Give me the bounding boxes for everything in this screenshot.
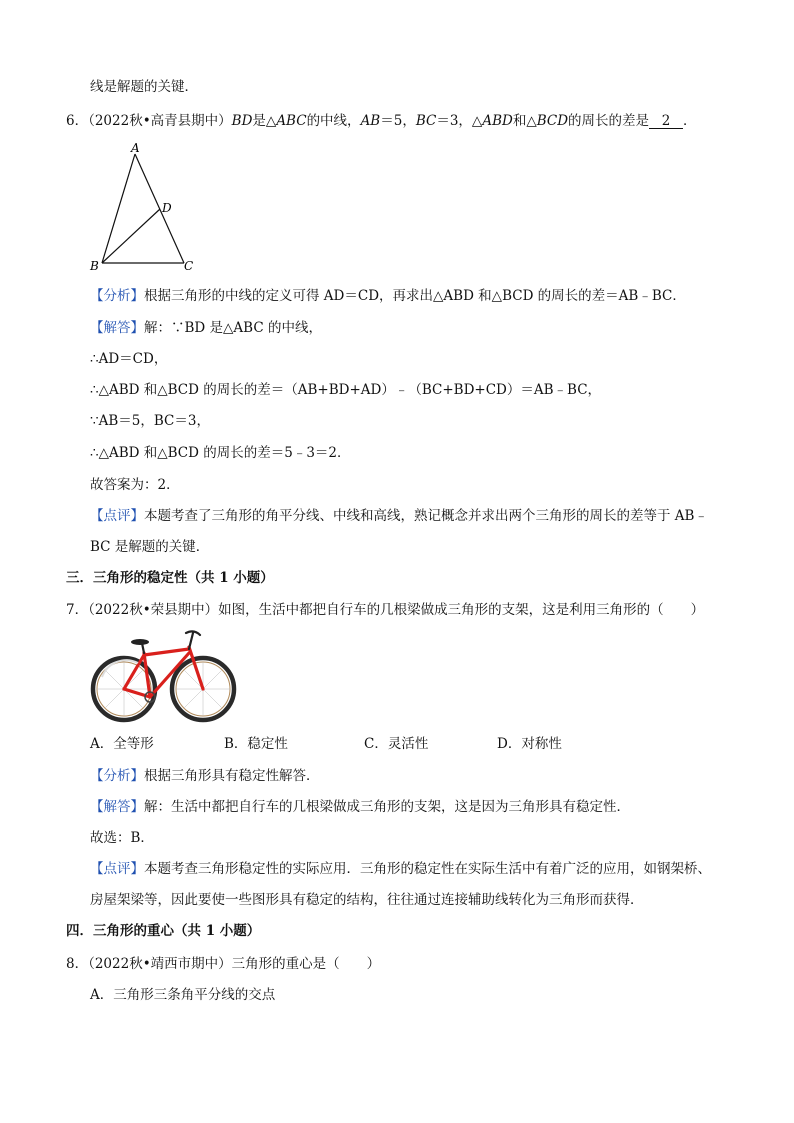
q6-var: BCD xyxy=(536,113,569,129)
analysis-tag: 【分析】 xyxy=(90,768,144,784)
q6-text: ＝3，△ xyxy=(436,113,483,129)
solution-6-line6: 故答案为：2． xyxy=(90,477,180,493)
analysis-text: 根据三角形具有稳定性解答． xyxy=(144,768,320,784)
q6-var: AB xyxy=(360,113,381,129)
analysis-6 xyxy=(90,287,686,305)
q6-source: 6．（2022秋•高青县期中） xyxy=(66,113,232,129)
section-4-heading: 四．三角形的重心（共 1 小题） xyxy=(66,923,261,939)
answer-blank: 2 xyxy=(649,114,683,129)
label-d: D xyxy=(162,201,172,215)
comment-tag: 【点评】 xyxy=(90,861,144,877)
solution-7-line2: 故选：B． xyxy=(90,830,154,846)
solution-tag: 【解答】 xyxy=(90,799,144,815)
analysis-tag: 【分析】 xyxy=(90,288,144,304)
q6-text: 和△ xyxy=(512,113,537,129)
solution-6-line5: ∴△ABD 和△BCD 的周长的差＝5﹣3＝2． xyxy=(90,445,351,461)
prev-continuation: 线是解题的关键． xyxy=(90,79,198,95)
option-b: B．稳定性 xyxy=(224,736,288,752)
side-ac xyxy=(135,154,184,263)
comment-6-line2: BC 是解题的关键． xyxy=(90,539,210,555)
analysis-7 xyxy=(90,767,320,785)
solution-text: 解：生活中都把自行车的几根梁做成三角形的支架，这是因为三角形具有稳定性． xyxy=(144,799,630,815)
label-c: C xyxy=(184,259,194,273)
comment-tag: 【点评】 xyxy=(90,508,144,524)
solution-6-line3: ∴△ABD 和△BCD 的周长的差＝（AB+BD+AD）﹣（BC+BD+CD）＝AB﹣BC， xyxy=(90,382,602,398)
solution-6-line4: ∵AB＝5，BC＝3， xyxy=(90,413,210,429)
section-3-heading: 三．三角形的稳定性（共 1 小题） xyxy=(66,570,274,586)
analysis-text: 根据三角形的中线的定义可得 AD＝CD，再求出△ABD 和△BCD 的周长的差＝AB﹣BC． xyxy=(144,288,686,304)
q6-text: 的中线， xyxy=(306,113,361,129)
comment-text: 本题考查三角形稳定性的实际应用．三角形的稳定性在实际生活中有着广泛的应用，如钢架桥、 xyxy=(144,861,711,877)
question-7: 7．（2022秋•荣县期中）如图，生活中都把自行车的几根梁做成三角形的支架，这是利用三角形的（ ） xyxy=(66,602,705,618)
q6-text: ． xyxy=(683,113,697,129)
question-8-option-a: A．三角形三条角平分线的交点 xyxy=(90,987,276,1003)
solution-6-line2: ∴AD＝CD， xyxy=(90,351,168,367)
q6-var: ABC xyxy=(276,113,307,129)
label-a: A xyxy=(131,141,140,155)
comment-7-line2: 房屋架梁等，因此要使一些图形具有稳定的结构，往往通过连接辅助线转化为三角形而获得． xyxy=(90,892,644,908)
q6-text: 的周长的差是 xyxy=(568,113,650,129)
question-8: 8．（2022秋•靖西市期中）三角形的重心是（ ） xyxy=(66,956,381,972)
solution-tag: 【解答】 xyxy=(90,320,144,336)
solution-text: 解：∵BD 是△ABC 的中线， xyxy=(144,320,322,336)
q6-var: BD xyxy=(231,113,253,129)
q6-text: ＝5， xyxy=(380,113,416,129)
option-a: A．全等形 xyxy=(90,736,154,752)
comment-6 xyxy=(90,507,708,525)
comment-text: 本题考查了三角形的角平分线、中线和高线，熟记概念并求出两个三角形的周长的差等于 AB﹣ xyxy=(144,508,708,524)
solution-6 xyxy=(90,319,322,337)
side-ab xyxy=(102,154,135,263)
option-d: D．对称性 xyxy=(497,736,562,752)
q6-var: BC xyxy=(415,113,437,129)
bicycle-frame xyxy=(124,647,203,697)
q6-text: 是△ xyxy=(252,113,277,129)
label-b: B xyxy=(90,259,99,273)
bicycle-image xyxy=(88,627,240,725)
option-c: C．灵活性 xyxy=(364,736,429,752)
comment-7 xyxy=(90,860,711,878)
triangle-figure xyxy=(86,140,206,275)
solution-7 xyxy=(90,798,630,816)
question-6 xyxy=(66,112,697,130)
q6-var: ABD xyxy=(482,113,513,129)
